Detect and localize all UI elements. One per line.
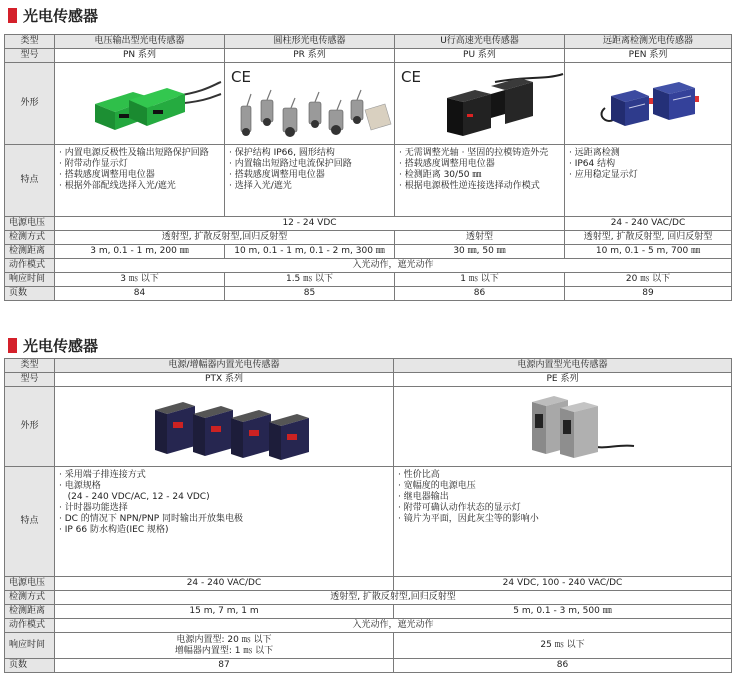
response-pr: 1.5 ㎳ 以下 <box>225 273 395 287</box>
row-features <box>5 467 732 577</box>
distance-pe: 5 m, 0.1 - 3 m, 500 ㎜ <box>394 605 732 619</box>
feature-line: · 继电器输出 <box>398 492 449 502</box>
pr-sensor-image <box>225 64 395 144</box>
model-pen: PEN 系列 <box>565 49 732 63</box>
image-pen <box>565 63 732 145</box>
feature-line: · 检测距离 30/50 ㎜ <box>399 170 482 180</box>
row-detect-method <box>5 231 732 245</box>
type-pu: U行高速光电传感器 <box>395 35 565 49</box>
feature-line: · 宽幅度的电源电压 <box>398 481 476 491</box>
model-pu: PU 系列 <box>395 49 565 63</box>
feature-line: · 镜片为平面，因此灰尘等的影响小 <box>398 514 539 524</box>
label-power: 电源电压 <box>5 217 55 231</box>
label-appearance: 外形 <box>5 63 55 145</box>
feature-line: · 根据外部配线选择入光/遮光 <box>59 181 176 191</box>
distance-pu: 30 ㎜, 50 ㎜ <box>395 245 565 259</box>
feature-line: · IP64 结构 <box>569 159 616 169</box>
label-model: 型号 <box>5 49 55 63</box>
page-pe: 86 <box>394 659 732 673</box>
label-action: 动作模式 <box>5 619 55 633</box>
feature-line: · 保护结构 IP66, 圆形结构 <box>229 148 335 158</box>
feature-line: · 采用端子排连接方式 <box>59 470 146 480</box>
page-pu: 86 <box>395 287 565 301</box>
feature-line: · 附带可确认动作状态的显示灯 <box>398 503 521 513</box>
feature-line: · 附带动作显示灯 <box>59 159 128 169</box>
image-pn <box>55 63 225 145</box>
label-features: 特点 <box>5 145 55 217</box>
row-type <box>5 359 732 373</box>
label-pages: 页数 <box>5 659 55 673</box>
label-action: 动作模式 <box>5 259 55 273</box>
feature-line: · 搭载感度调整用电位器 <box>59 170 155 180</box>
row-detect-method <box>5 591 732 605</box>
response-ptx-line: 增幅器内置型: 1 ㎳ 以下 <box>174 645 274 656</box>
type-pe: 电源内置型光电传感器 <box>394 359 732 373</box>
label-power: 电源电压 <box>5 577 55 591</box>
detect-method-pu: 透射型 <box>395 231 565 245</box>
label-pages: 页数 <box>5 287 55 301</box>
feature-line: · IP 66 防水构造(IEC 规格) <box>59 525 169 535</box>
row-power <box>5 217 732 231</box>
page-pen: 89 <box>565 287 732 301</box>
type-ptx: 电源/增幅器内置光电传感器 <box>55 359 394 373</box>
action-mode: 入光动作，遮光动作 <box>55 259 732 273</box>
response-pu: 1 ㎳ 以下 <box>395 273 565 287</box>
label-detect-method: 检测方式 <box>5 591 55 605</box>
label-detect-distance: 检测距离 <box>5 605 55 619</box>
image-pe <box>394 387 732 467</box>
features-pe <box>394 467 732 577</box>
features-pu <box>395 145 565 217</box>
pe-sensor-image <box>394 388 730 466</box>
detect-method-all: 透射型, 扩散反射型,回归反射型 <box>55 591 732 605</box>
feature-line: · 无需调整光轴 · 坚固的拉模铸造外壳 <box>399 148 549 158</box>
row-appearance <box>5 63 732 145</box>
feature-line: · 电源规格 <box>59 481 101 491</box>
row-detect-distance <box>5 245 732 259</box>
response-pen: 20 ㎳ 以下 <box>565 273 732 287</box>
row-model <box>5 49 732 63</box>
feature-line: (24 - 240 VDC/AC, 12 - 24 VDC) <box>59 492 210 502</box>
row-features <box>5 145 732 217</box>
action-mode: 入光动作，遮光动作 <box>55 619 732 633</box>
label-type: 类型 <box>5 359 55 373</box>
detect-method-pn-pr: 透射型, 扩散反射型,回归反射型 <box>55 231 395 245</box>
row-appearance <box>5 387 732 467</box>
model-pr: PR 系列 <box>225 49 395 63</box>
section-marker <box>8 8 17 23</box>
ce-mark-pu: CE <box>401 67 421 86</box>
row-action <box>5 619 732 633</box>
response-ptx <box>55 633 394 659</box>
row-type <box>5 35 732 49</box>
section-marker <box>8 338 17 353</box>
row-response <box>5 633 732 659</box>
row-detect-distance <box>5 605 732 619</box>
feature-line: · 根据电源极性逆连接选择动作模式 <box>399 181 540 191</box>
features-pn <box>55 145 225 217</box>
power-pn-pr-pu: 12 - 24 VDC <box>55 217 565 231</box>
pen-sensor-image <box>565 64 732 144</box>
feature-line: · 搭载感度调整用电位器 <box>229 170 325 180</box>
row-response <box>5 273 732 287</box>
label-detect-method: 检测方式 <box>5 231 55 245</box>
response-pe: 25 ㎳ 以下 <box>394 633 732 659</box>
type-pn: 电压输出型光电传感器 <box>55 35 225 49</box>
feature-line: · 选择入光/遮光 <box>229 181 292 191</box>
page-pn: 84 <box>55 287 225 301</box>
model-ptx: PTX 系列 <box>55 373 394 387</box>
label-model: 型号 <box>5 373 55 387</box>
section1-title <box>8 5 98 26</box>
feature-line: · 性价比高 <box>398 470 440 480</box>
distance-pn: 3 m, 0.1 - 1 m, 200 ㎜ <box>55 245 225 259</box>
features-pr <box>225 145 395 217</box>
features-ptx <box>55 467 394 577</box>
detect-method-pen: 透射型, 扩散反射型, 回归反射型 <box>565 231 732 245</box>
row-power <box>5 577 732 591</box>
feature-line: · DC 的情况下 NPN/PNP 同时输出开放集电极 <box>59 514 244 524</box>
ce-mark-pr: CE <box>231 67 251 86</box>
label-appearance: 外形 <box>5 387 55 467</box>
feature-line: · 计时器功能选择 <box>59 503 128 513</box>
row-model <box>5 373 732 387</box>
type-pr: 圆柱形光电传感器 <box>225 35 395 49</box>
image-ptx <box>55 387 394 467</box>
row-pages <box>5 287 732 301</box>
row-action <box>5 259 732 273</box>
pu-sensor-image <box>395 64 565 144</box>
feature-line: · 内置输出短路过电流保护回路 <box>229 159 352 169</box>
image-pr <box>225 63 395 145</box>
spec-table-1 <box>4 34 732 301</box>
distance-pen: 10 m, 0.1 - 5 m, 700 ㎜ <box>565 245 732 259</box>
feature-line: · 远距离检测 <box>569 148 620 158</box>
row-pages <box>5 659 732 673</box>
spec-table-2 <box>4 358 732 673</box>
model-pn: PN 系列 <box>55 49 225 63</box>
pn-sensor-image <box>55 64 223 144</box>
type-pen: 远距离检测光电传感器 <box>565 35 732 49</box>
section2-title-text: 光电传感器 <box>23 337 99 355</box>
ptx-sensor-image <box>55 388 392 466</box>
feature-line: · 内置电源反极性及输出短路保护回路 <box>59 148 209 158</box>
label-response: 响应时间 <box>5 633 55 659</box>
label-type: 类型 <box>5 35 55 49</box>
model-pe: PE 系列 <box>394 373 732 387</box>
page-ptx: 87 <box>55 659 394 673</box>
label-response: 响应时间 <box>5 273 55 287</box>
image-pu <box>395 63 565 145</box>
response-ptx-line: 电源内置型: 20 ㎳ 以下 <box>176 634 272 645</box>
feature-line: · 应用稳定显示灯 <box>569 170 638 180</box>
page-pr: 85 <box>225 287 395 301</box>
section1-title-text: 光电传感器 <box>23 7 99 25</box>
feature-line: · 搭载感度调整用电位器 <box>399 159 495 169</box>
distance-ptx: 15 m, 7 m, 1 m <box>55 605 394 619</box>
section2-title <box>8 335 98 356</box>
distance-pr: 10 m, 0.1 - 1 m, 0.1 - 2 m, 300 ㎜ <box>225 245 395 259</box>
label-detect-distance: 检测距离 <box>5 245 55 259</box>
label-features: 特点 <box>5 467 55 577</box>
power-pen: 24 - 240 VAC/DC <box>565 217 732 231</box>
power-ptx: 24 - 240 VAC/DC <box>55 577 394 591</box>
response-pn: 3 ㎳ 以下 <box>55 273 225 287</box>
features-pen <box>565 145 732 217</box>
power-pe: 24 VDC, 100 - 240 VAC/DC <box>394 577 732 591</box>
